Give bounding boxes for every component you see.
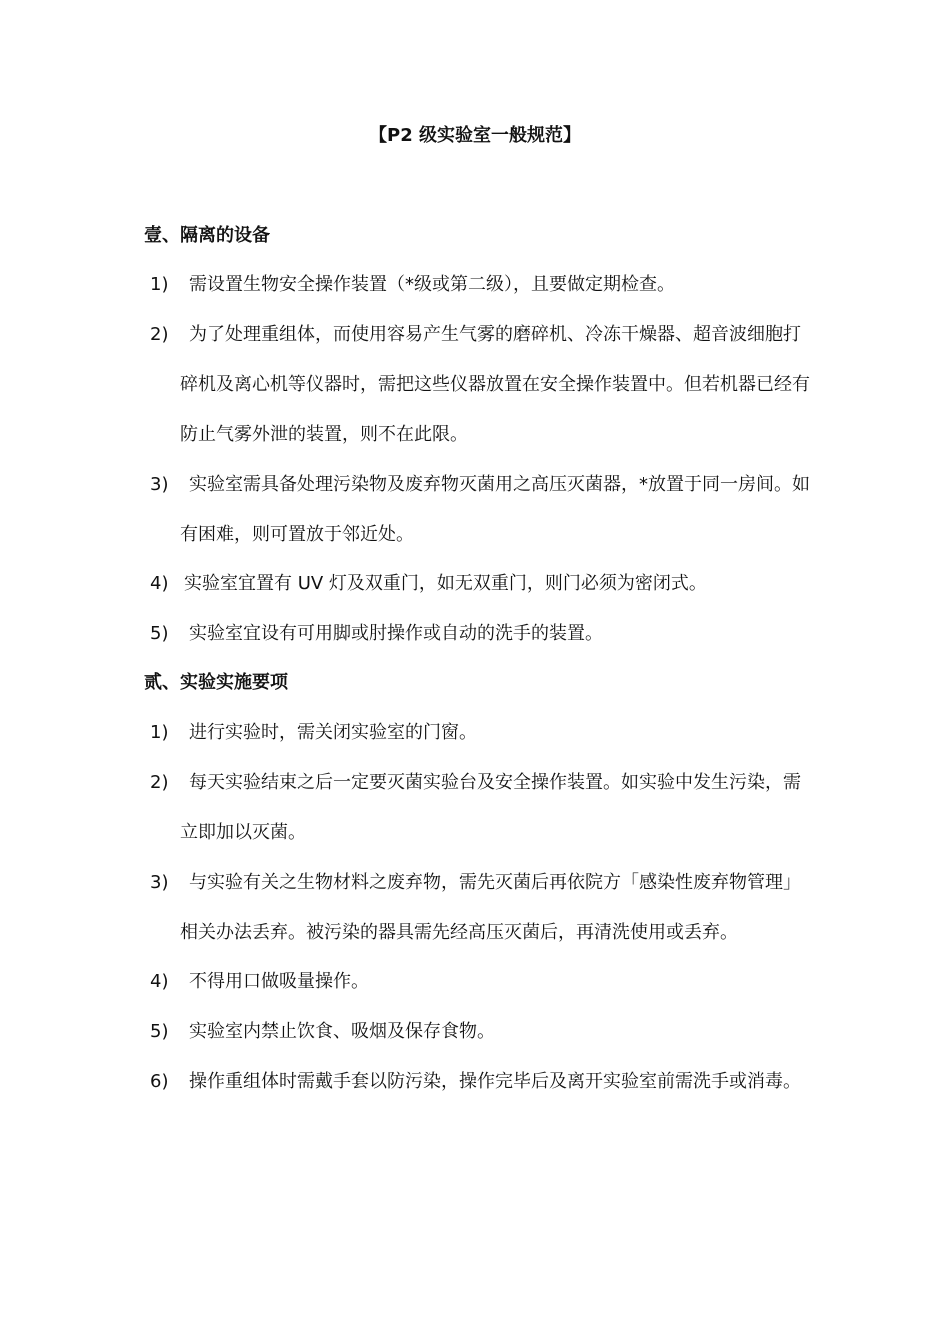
list-item-number: 5) [150,623,169,644]
list-item-number: 3) [150,872,169,893]
list-item-number: 4) [150,971,169,992]
list-item-text: 为了处理重组体，而使用容易产生气雾的磨碎机、冷冻干燥器、超音波细胞打碎机及离心机等仪器时，需把这些仪器放置在安全操作装置中。但若机器已经有防止气雾外泄的装置，则不在此限。 [180,324,810,445]
list-item-number: 1) [150,722,169,743]
list-item-text: 需设置生物安全操作装置（*级或第二级），且要做定期检查。 [189,274,675,295]
list-item-text: 实验室内禁止饮食、吸烟及保存食物。 [189,1021,495,1042]
list-item-number: 2) [150,324,169,345]
list-item-text: 实验室宜置有 UV 灯及双重门，如无双重门，则门必须为密闭式。 [184,573,707,594]
list-item-text: 每天实验结束之后一定要灭菌实验台及安全操作装置。如实验中发生污染，需立即加以灭菌。 [180,772,801,843]
list-item-text: 实验室需具备处理污染物及废弃物灭菌用之高压灭菌器，*放置于同一房间。如有困难，则可置放于邻近处。 [180,474,810,545]
list-item-number: 1) [150,274,169,295]
list-item-text: 进行实验时，需关闭实验室的门窗。 [189,722,477,743]
list-item-text: 不得用口做吸量操作。 [189,971,369,992]
list-item-number: 5) [150,1021,169,1042]
list-item-number: 2) [150,772,169,793]
list-item-number: 6) [150,1071,169,1092]
section-heading-experiment-procedures: 贰、实验实施要项 [144,672,288,693]
list-item-text: 实验室宜设有可用脚或肘操作或自动的洗手的装置。 [189,623,603,644]
list-item-text: 与实验有关之生物材料之废弃物，需先灭菌后再依院方「感染性废弃物管理」相关办法丢弃。被污染的器具需先经高压灭菌后，再清洗使用或丢弃。 [180,872,801,943]
list-item-number: 4) [150,573,169,594]
list-item-text: 操作重组体时需戴手套以防污染，操作完毕后及离开实验室前需洗手或消毒。 [189,1071,801,1092]
list-item-number: 3) [150,474,169,495]
page-title: 【P2 级实验室一般规范】 [369,125,581,146]
section-heading-isolation-equipment: 壹、隔离的设备 [144,225,270,246]
